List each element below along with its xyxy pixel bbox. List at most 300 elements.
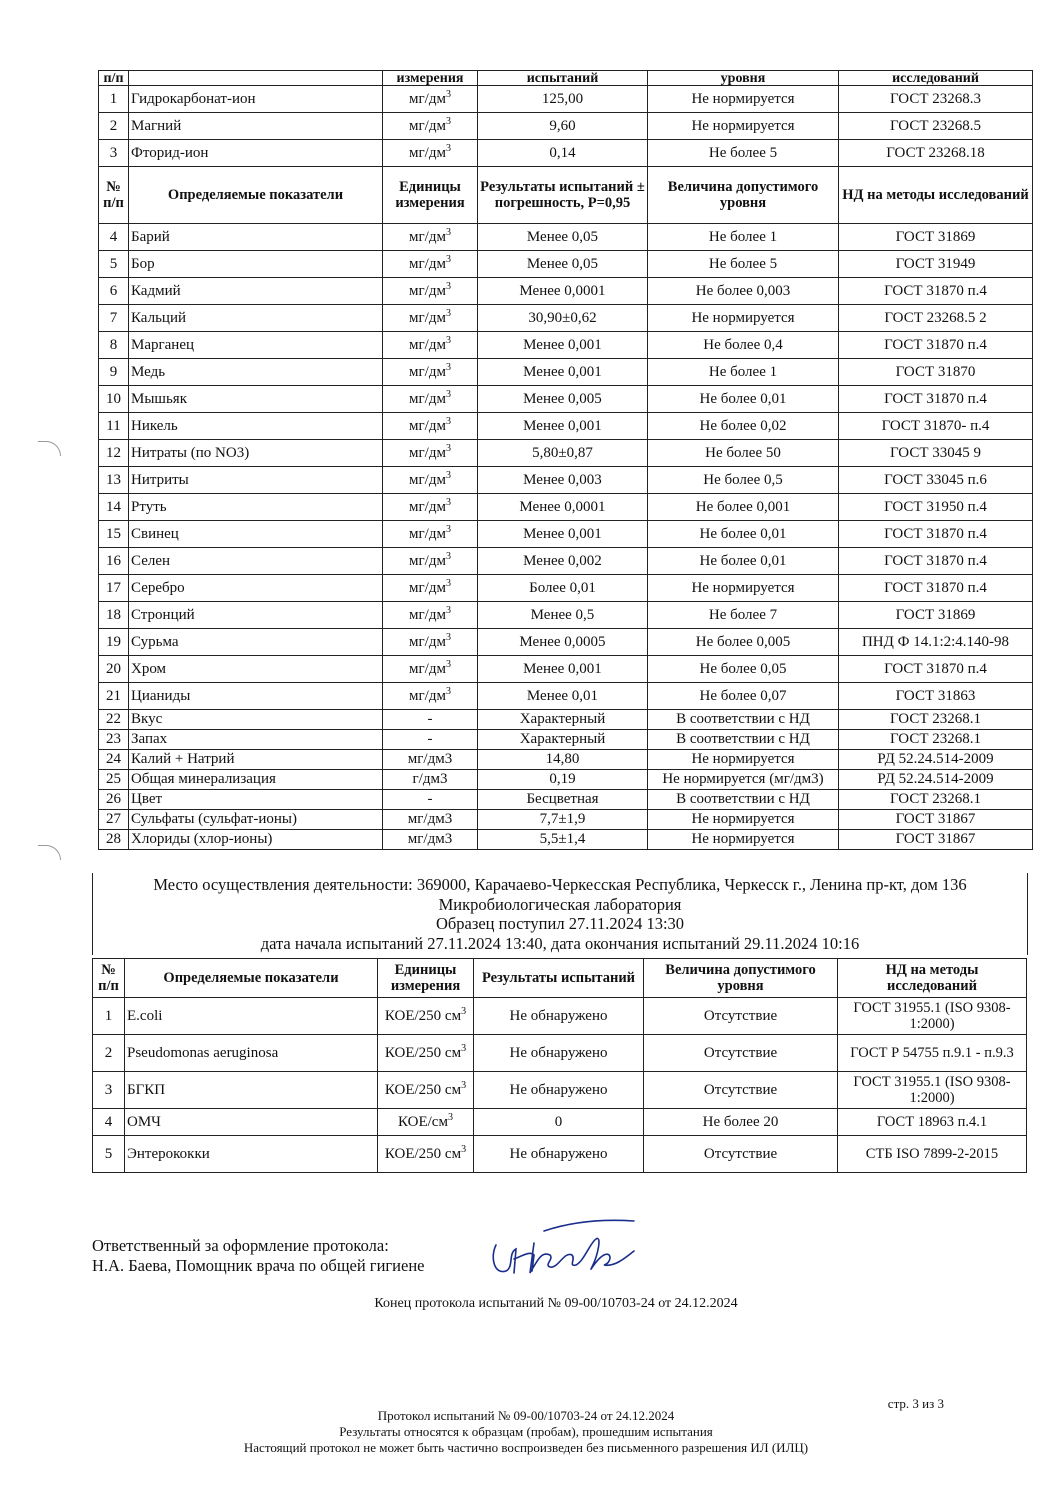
- allowed-level: [648, 548, 839, 575]
- row-number: [99, 548, 129, 575]
- row-number-text: 18: [106, 607, 121, 623]
- allowed-level: [648, 730, 839, 750]
- signature-image: [484, 1215, 654, 1287]
- indicator-name-text: Стронций: [131, 607, 195, 623]
- unit: [383, 278, 478, 305]
- unit: [383, 575, 478, 602]
- result: [474, 1035, 644, 1072]
- unit-exponent: 3: [445, 470, 451, 481]
- indicator-name-text: Марганец: [131, 337, 195, 353]
- result: [478, 332, 648, 359]
- result-text: Менее 0,001: [523, 337, 602, 353]
- method-nd-text: ГОСТ 23268.1: [890, 791, 981, 807]
- row-number-text: 5: [109, 256, 118, 272]
- row-number: [93, 1136, 125, 1173]
- allowed-level-text: В соответствии с НД: [676, 711, 810, 727]
- unit-exponent: 3: [461, 1080, 467, 1091]
- unit-text: мг/дм: [409, 661, 446, 677]
- unit: [378, 1136, 474, 1173]
- table-row: [99, 629, 1033, 656]
- allowed-level: [648, 494, 839, 521]
- method-nd: [839, 413, 1033, 440]
- unit-text: мг/дм: [409, 229, 446, 245]
- column-header-text: № п/п: [103, 179, 124, 211]
- result: [478, 683, 648, 710]
- method-nd-text: ПНД Ф 14.1:2:4.140-98: [861, 634, 1010, 650]
- table-row: [99, 548, 1033, 575]
- unit-text: КОЕ/250 см: [384, 1008, 462, 1024]
- method-nd: [839, 602, 1033, 629]
- method-nd-text: ГОСТ 31870 п.4: [884, 553, 987, 569]
- indicator-name-text: Цианиды: [131, 688, 191, 704]
- unit-exponent: 3: [445, 89, 451, 100]
- indicator-name-text: Сурьма: [131, 634, 179, 650]
- allowed-level: [648, 683, 839, 710]
- unit-text: мг/дм: [409, 283, 446, 299]
- unit-text: мг/дм: [409, 118, 446, 134]
- indicator-name: [129, 113, 383, 140]
- row-number-text: 2: [104, 1045, 113, 1061]
- method-nd-text: ГОСТ 33045 п.6: [884, 472, 987, 488]
- row-number-text: 22: [106, 711, 121, 727]
- method-nd: [839, 359, 1033, 386]
- result-text: Не обнаружено: [509, 1082, 608, 1098]
- allowed-level: [648, 656, 839, 683]
- allowed-level-text: Не более 20: [702, 1114, 779, 1130]
- unit: [383, 113, 478, 140]
- indicator-name: [125, 1109, 378, 1136]
- method-nd: [839, 224, 1033, 251]
- allowed-level: [644, 1035, 838, 1072]
- result: [478, 629, 648, 656]
- row-number: [99, 440, 129, 467]
- indicator-name: [129, 810, 383, 830]
- row-number-text: 4: [109, 229, 118, 245]
- unit: [383, 386, 478, 413]
- result-text: 5,5±1,4: [539, 831, 586, 847]
- row-number-text: 8: [109, 337, 118, 353]
- unit-text: мг/дм: [409, 688, 446, 704]
- result: [478, 413, 648, 440]
- allowed-level-text: Не более 0,5: [703, 472, 783, 488]
- row-number-text: 1: [104, 1008, 113, 1024]
- unit-exponent: 3: [461, 1043, 467, 1054]
- allowed-level: [648, 251, 839, 278]
- unit-exponent: 3: [445, 116, 451, 127]
- allowed-level: [648, 521, 839, 548]
- result: [478, 305, 648, 332]
- allowed-level: [644, 1109, 838, 1136]
- result-text: 5,80±0,87: [532, 445, 593, 461]
- table-row: [99, 86, 1033, 113]
- unit-exponent: 3: [445, 578, 451, 589]
- result-text: 7,7±1,9: [539, 811, 586, 827]
- unit-text: -: [427, 711, 433, 727]
- unit: [383, 810, 478, 830]
- column-header: [839, 71, 1033, 86]
- indicator-name: [129, 710, 383, 730]
- table-row: [99, 810, 1033, 830]
- table-row: [99, 602, 1033, 629]
- row-number: [99, 629, 129, 656]
- unit-text: мг/дм: [409, 607, 446, 623]
- table-row: [99, 440, 1033, 467]
- footer-line: Результаты относятся к образцам (пробам), прошедшим испытания: [339, 1424, 713, 1439]
- row-number: [99, 521, 129, 548]
- table-header-row: [99, 71, 1033, 86]
- indicator-name: [129, 332, 383, 359]
- indicator-name-text: Pseudomonas aeruginosa: [127, 1045, 279, 1061]
- unit-exponent: 3: [445, 416, 451, 427]
- unit-exponent: 3: [461, 1144, 467, 1155]
- column-header: [838, 959, 1027, 998]
- indicator-name: [129, 305, 383, 332]
- allowed-level-text: Отсутствие: [703, 1008, 778, 1024]
- unit: [383, 830, 478, 850]
- method-nd-text: ГОСТ 31955.1 (ISO 9308-1:2000): [853, 1074, 1011, 1106]
- indicator-name-text: Свинец: [131, 526, 179, 542]
- row-number-text: 28: [106, 831, 121, 847]
- row-number: [99, 359, 129, 386]
- row-number-text: 15: [106, 526, 121, 542]
- unit: [383, 140, 478, 167]
- allowed-level: [648, 440, 839, 467]
- table-row: [99, 656, 1033, 683]
- allowed-level: [648, 113, 839, 140]
- row-number: [99, 332, 129, 359]
- allowed-level-text: Отсутствие: [703, 1146, 778, 1162]
- indicator-name-text: Энтерококки: [127, 1146, 210, 1162]
- indicator-name-text: ОМЧ: [127, 1114, 161, 1130]
- unit: [383, 494, 478, 521]
- indicator-name: [129, 548, 383, 575]
- method-nd: [838, 1109, 1027, 1136]
- indicator-name-text: Барий: [131, 229, 170, 245]
- column-header: [478, 167, 648, 224]
- allowed-level-text: Не более 0,001: [695, 499, 791, 515]
- unit-text: -: [427, 791, 433, 807]
- result: [478, 86, 648, 113]
- method-nd-text: ГОСТ 23268.5 2: [884, 310, 987, 326]
- allowed-level: [648, 278, 839, 305]
- allowed-level-text: Не более 0,4: [703, 337, 783, 353]
- result-text: 9,60: [549, 118, 576, 134]
- result: [478, 830, 648, 850]
- row-number-text: 14: [106, 499, 121, 515]
- allowed-level: [648, 86, 839, 113]
- row-number: [99, 810, 129, 830]
- indicator-name: [129, 656, 383, 683]
- unit: [383, 413, 478, 440]
- column-header: [478, 71, 648, 86]
- unit: [383, 86, 478, 113]
- method-nd-text: ГОСТ Р 54755 п.9.1 - п.9.3: [850, 1045, 1014, 1061]
- result: [478, 251, 648, 278]
- result-text: Не обнаружено: [509, 1008, 608, 1024]
- method-nd: [839, 494, 1033, 521]
- unit-text: мг/дм: [409, 337, 446, 353]
- indicator-name: [129, 683, 383, 710]
- method-nd-text: ГОСТ 31869: [895, 229, 976, 245]
- method-nd: [839, 251, 1033, 278]
- indicator-name-text: Запах: [131, 731, 168, 747]
- indicator-name: [125, 998, 378, 1035]
- protocol-end: Конец протокола испытаний № 09-00/10703-24 от 24.12.2024: [374, 1296, 738, 1311]
- allowed-level: [648, 710, 839, 730]
- indicator-name-text: Калий + Натрий: [131, 751, 235, 767]
- method-nd: [838, 998, 1027, 1035]
- indicator-name-text: Магний: [131, 118, 182, 134]
- footer-line: Протокол испытаний № 09-00/10703-24 от 24.12.2024: [377, 1408, 675, 1423]
- method-nd: [839, 86, 1033, 113]
- row-number: [93, 1109, 125, 1136]
- method-nd-text: ГОСТ 31870 п.4: [884, 337, 987, 353]
- result: [478, 113, 648, 140]
- column-header: [383, 71, 478, 86]
- unit-exponent: 3: [447, 1112, 453, 1123]
- unit-text: мг/дм: [409, 526, 446, 542]
- method-nd: [839, 575, 1033, 602]
- column-header: [474, 959, 644, 998]
- unit: [383, 730, 478, 750]
- result: [478, 790, 648, 810]
- method-nd-text: ГОСТ 31955.1 (ISO 9308-1:2000): [853, 1000, 1011, 1032]
- allowed-level: [648, 413, 839, 440]
- result-text: Менее 0,05: [526, 229, 599, 245]
- unit-text: мг/дм3: [407, 751, 453, 767]
- row-number: [99, 830, 129, 850]
- allowed-level: [648, 140, 839, 167]
- page-number: стр. 3 из 3: [887, 1396, 944, 1411]
- column-header-text: Результаты испытаний: [481, 970, 636, 986]
- row-number: [99, 770, 129, 790]
- indicator-name-text: Селен: [131, 553, 171, 569]
- result: [478, 278, 648, 305]
- method-nd-text: ГОСТ 31870 п.4: [884, 526, 987, 542]
- sample-received: Образец поступил 27.11.2024 13:30: [435, 914, 685, 933]
- column-header: [99, 71, 129, 86]
- unit-text: -: [427, 731, 433, 747]
- method-nd-text: ГОСТ 31867: [895, 831, 976, 847]
- allowed-level-text: Не нормируется: [691, 310, 795, 326]
- table-row: [99, 278, 1033, 305]
- method-nd-text: РД 52.24.514-2009: [877, 771, 994, 787]
- result: [478, 440, 648, 467]
- method-nd-text: РД 52.24.514-2009: [877, 751, 994, 767]
- unit: [383, 790, 478, 810]
- table-row: [99, 413, 1033, 440]
- result-text: Менее 0,002: [523, 553, 602, 569]
- result-text: 14,80: [545, 751, 580, 767]
- unit: [383, 305, 478, 332]
- method-nd-text: ГОСТ 31867: [895, 811, 976, 827]
- table-row: [99, 521, 1033, 548]
- row-number: [99, 730, 129, 750]
- method-nd-text: ГОСТ 18963 п.4.1: [876, 1114, 988, 1130]
- indicator-name-text: Кальций: [131, 310, 187, 326]
- result-text: 30,90±0,62: [528, 310, 597, 326]
- unit-exponent: 3: [445, 389, 451, 400]
- indicator-name-text: Общая минерализация: [131, 771, 276, 787]
- indicator-name: [129, 413, 383, 440]
- unit-exponent: 3: [445, 632, 451, 643]
- allowed-level: [648, 386, 839, 413]
- result: [474, 1136, 644, 1173]
- result-text: 125,00: [541, 91, 584, 107]
- table-row: [93, 1136, 1027, 1173]
- method-nd-text: СТБ ISO 7899-2-2015: [865, 1146, 999, 1162]
- unit-text: мг/дм: [409, 553, 446, 569]
- row-number: [99, 224, 129, 251]
- unit-text: мг/дм: [409, 445, 446, 461]
- method-nd: [839, 113, 1033, 140]
- indicator-name-text: Нитриты: [131, 472, 189, 488]
- indicator-name: [129, 790, 383, 810]
- result-text: Менее 0,05: [526, 256, 599, 272]
- result-text: 0: [554, 1114, 563, 1130]
- column-header-text: измерения: [396, 70, 464, 86]
- method-nd: [839, 656, 1033, 683]
- allowed-level: [648, 750, 839, 770]
- method-nd-text: ГОСТ 31870 п.4: [884, 580, 987, 596]
- method-nd: [839, 548, 1033, 575]
- allowed-level-text: В соответствии с НД: [676, 791, 810, 807]
- indicator-name: [129, 359, 383, 386]
- result-text: 0,14: [549, 145, 576, 161]
- table-row: [99, 790, 1033, 810]
- indicator-name: [129, 575, 383, 602]
- method-nd: [839, 440, 1033, 467]
- result-text: Менее 0,001: [523, 364, 602, 380]
- indicator-name: [129, 750, 383, 770]
- unit: [383, 602, 478, 629]
- allowed-level: [648, 810, 839, 830]
- method-nd: [839, 790, 1033, 810]
- row-number-text: 7: [109, 310, 118, 326]
- indicator-name: [129, 629, 383, 656]
- result-text: Не обнаружено: [509, 1045, 608, 1061]
- result-text: Бесцветная: [526, 791, 599, 807]
- indicator-name: [129, 770, 383, 790]
- allowed-level: [648, 770, 839, 790]
- unit: [378, 1109, 474, 1136]
- allowed-level-text: Не более 0,01: [699, 526, 787, 542]
- result-text: Менее 0,0001: [519, 283, 606, 299]
- chemical-results-table: [98, 70, 1033, 850]
- unit: [383, 359, 478, 386]
- allowed-level: [648, 359, 839, 386]
- unit-exponent: 3: [445, 227, 451, 238]
- allowed-level-text: Не нормируется: [691, 118, 795, 134]
- result-text: Менее 0,0001: [519, 499, 606, 515]
- column-header-text: исследований: [892, 70, 979, 86]
- unit: [383, 710, 478, 730]
- unit-text: КОЕ/см: [398, 1114, 448, 1130]
- unit: [383, 440, 478, 467]
- row-number: [99, 750, 129, 770]
- allowed-level: [648, 467, 839, 494]
- result: [478, 359, 648, 386]
- result: [478, 750, 648, 770]
- result: [478, 386, 648, 413]
- table-row: [99, 467, 1033, 494]
- allowed-level: [644, 1072, 838, 1109]
- allowed-level-text: Отсутствие: [703, 1082, 778, 1098]
- result-text: Менее 0,001: [523, 418, 602, 434]
- page-footer: [0, 1408, 1052, 1456]
- microbiology-results-table: [92, 958, 1027, 1173]
- unit: [383, 521, 478, 548]
- unit-exponent: 3: [445, 659, 451, 670]
- row-number-text: 4: [104, 1114, 113, 1130]
- table-row: [99, 140, 1033, 167]
- row-number-text: 1: [109, 91, 118, 107]
- row-number-text: 19: [106, 634, 121, 650]
- unit: [383, 656, 478, 683]
- row-number: [99, 710, 129, 730]
- method-nd: [839, 730, 1033, 750]
- column-header-text: Единицы измерения: [395, 179, 465, 211]
- indicator-name-text: Ртуть: [131, 499, 167, 515]
- result-text: Менее 0,003: [523, 472, 602, 488]
- result-text: Менее 0,5: [530, 607, 595, 623]
- table-row: [93, 1072, 1027, 1109]
- row-number-text: 16: [106, 553, 121, 569]
- table-row: [99, 332, 1033, 359]
- result: [478, 810, 648, 830]
- method-nd: [838, 1035, 1027, 1072]
- allowed-level: [644, 1136, 838, 1173]
- allowed-level-text: Не более 5: [708, 145, 778, 161]
- result: [478, 710, 648, 730]
- unit-text: мг/дм3: [407, 811, 453, 827]
- result-text: Менее 0,01: [526, 688, 599, 704]
- result: [478, 494, 648, 521]
- allowed-level: [648, 629, 839, 656]
- column-header: [129, 71, 383, 86]
- result-text: Характерный: [519, 731, 606, 747]
- row-number: [93, 1072, 125, 1109]
- indicator-name-text: Нитраты (по NO3): [131, 445, 250, 461]
- column-header: [648, 167, 839, 224]
- method-nd: [839, 140, 1033, 167]
- method-nd: [839, 683, 1033, 710]
- result: [474, 1109, 644, 1136]
- column-header: [125, 959, 378, 998]
- allowed-level-text: Не более 5: [708, 256, 778, 272]
- row-number: [99, 575, 129, 602]
- allowed-level: [648, 332, 839, 359]
- method-nd-text: ГОСТ 31949: [895, 256, 976, 272]
- indicator-name: [129, 521, 383, 548]
- unit-text: КОЕ/250 см: [384, 1045, 462, 1061]
- row-number-text: 27: [106, 811, 121, 827]
- method-nd: [838, 1136, 1027, 1173]
- method-nd: [839, 750, 1033, 770]
- row-number: [99, 683, 129, 710]
- method-nd-text: ГОСТ 31870: [895, 364, 976, 380]
- result: [474, 998, 644, 1035]
- unit-text: мг/дм: [409, 472, 446, 488]
- unit: [383, 467, 478, 494]
- unit: [383, 770, 478, 790]
- column-header-text: НД на методы исследований: [885, 962, 979, 994]
- table-row: [99, 305, 1033, 332]
- row-number-text: 25: [106, 771, 121, 787]
- result-text: Не обнаружено: [509, 1146, 608, 1162]
- method-nd-text: ГОСТ 31870 п.4: [884, 283, 987, 299]
- result: [478, 770, 648, 790]
